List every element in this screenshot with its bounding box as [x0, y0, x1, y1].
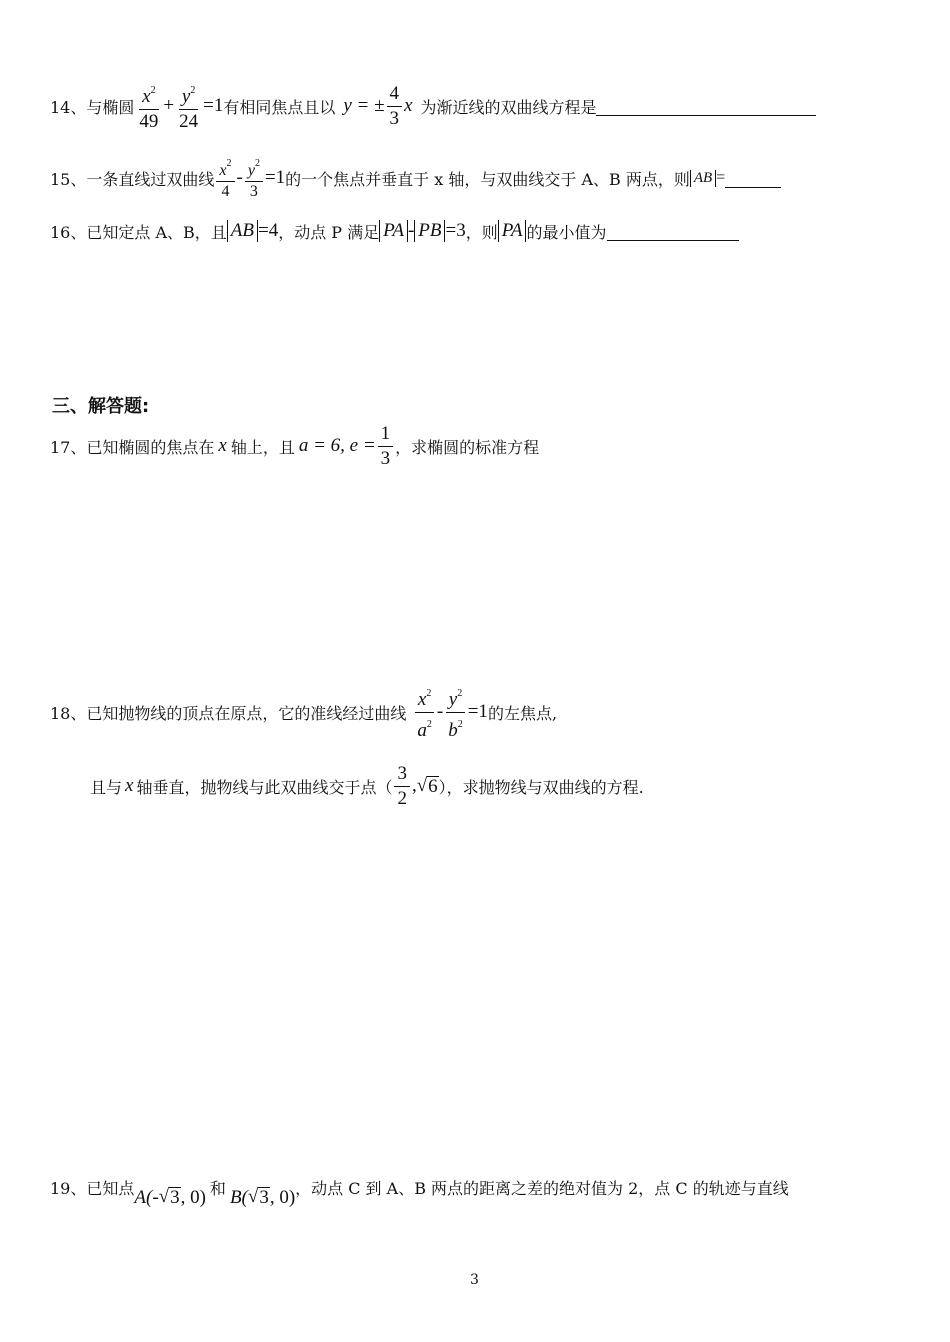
q14-asymptote-lhs: y = ± [343, 95, 385, 116]
q16-number: 16、 [50, 222, 87, 242]
question-19 [50, 1164, 789, 1210]
q16-minus: - [407, 220, 415, 241]
q18-text-1: 已知抛物线的顶点在原点，它的准线经过曲线 [86, 703, 407, 723]
q14-text-2: 有相同焦点且以 [223, 97, 336, 117]
q15-hyperbola-fraction-y: $\frac{y^2}{3}$ [245, 155, 263, 201]
q19-text-2: ，动点 C 到 A、B 两点的距离之差的绝对值为 2，点 C 的轨迹与直线 [295, 1178, 789, 1198]
question-18 [50, 682, 557, 742]
q15-minus: - [236, 167, 243, 188]
q17-text-1: 已知椭圆的焦点在 [86, 437, 215, 457]
q14-number: 14、 [50, 97, 87, 117]
q15-hyperbola-fraction-x: $\frac{x^2}{4}$ [216, 155, 234, 201]
q17-eccentricity-fraction: $\frac{1}{3}$ [378, 423, 394, 470]
q14-text-1: 与椭圆 [86, 97, 135, 117]
q15-equals-one: =1 [264, 167, 286, 188]
q16-ab-abs: AB [227, 220, 258, 242]
q16-pa2-abs: PA [498, 220, 527, 242]
q18-line2-text-1: 且与 [90, 777, 123, 797]
q16-ab-value: =4 [258, 220, 279, 241]
q16-text-3: ，则 [465, 222, 498, 242]
q18-x-var: x [125, 775, 134, 796]
q14-ellipse-fraction-y: $\frac{y^2}{24}$ [176, 80, 201, 133]
q19-number: 19、 [50, 1178, 87, 1198]
q17-text-2: 轴上，且 [230, 437, 295, 457]
q18-minus: - [436, 701, 444, 722]
q18-hyperbola-fraction-y: $\frac{y^2}{b^2}$ [445, 683, 466, 742]
page-number: 3 [470, 1272, 479, 1288]
q15-number: 15、 [50, 169, 87, 189]
question-14 [50, 76, 816, 136]
q15-ab-abs: AB [690, 170, 716, 187]
q18-text-2: 的左焦点, [487, 703, 558, 723]
q15-answer-blank[interactable] [725, 169, 781, 188]
q14-answer-blank[interactable] [596, 97, 816, 116]
q15-text-1: 一条直线过双曲线 [86, 169, 215, 189]
q18-hyperbola-fraction-x: $\frac{x^2}{a^2}$ [414, 683, 435, 742]
q14-ellipse-fraction-x: $\frac{x^2}{49}$ [136, 80, 161, 133]
q18-line2-text-2: 轴垂直，抛物线与此双曲线交于点（ [136, 777, 393, 797]
q16-value: =3 [445, 220, 466, 241]
q16-text-4: 的最小值为 [526, 222, 607, 242]
q14-asymptote-x: x [404, 95, 413, 116]
q18-line2-text-3: ），求抛物线与双曲线的方程. [438, 777, 644, 797]
q18-number: 18、 [50, 703, 87, 723]
q19-point-b: B( √ 3 , 0) [229, 1186, 296, 1208]
q15-equals: = [716, 169, 726, 186]
q16-pa-abs: PA [379, 220, 408, 242]
q16-pb-abs: PB [414, 220, 445, 242]
q17-x-var: x [218, 435, 227, 456]
q16-text-1: 已知定点 A、B，且 [86, 222, 227, 242]
q17-number: 17、 [50, 437, 87, 457]
section-heading: 三、解答题: [52, 396, 150, 417]
question-16 [50, 214, 739, 248]
q15-text-2: 的一个焦点并垂直于 x 轴，与双曲线交于 A、B 两点，则 [285, 169, 690, 189]
q19-text-1: 已知点 [86, 1178, 135, 1198]
q16-answer-blank[interactable] [607, 222, 739, 241]
q18-sqrt-six: √ 6 [416, 774, 438, 797]
question-17 [50, 418, 539, 474]
q18-comma: , [411, 775, 417, 796]
question-18-line-2 [90, 758, 644, 814]
question-15 [50, 150, 781, 206]
q19-and: 和 [209, 1178, 226, 1198]
q17-text-3: ，求椭圆的标准方程 [395, 437, 540, 457]
q14-text-3: 为渐近线的双曲线方程是 [420, 97, 597, 117]
q19-point-a: A(- √ 3 , 0) [134, 1186, 206, 1208]
q14-asymptote-fraction: $\frac{4}{3}$ [387, 83, 403, 130]
q14-plus: + [163, 95, 175, 116]
q18-equals-one: =1 [467, 701, 488, 722]
q14-equals-one: =1 [203, 95, 224, 116]
q17-condition: a = 6, e = [298, 435, 376, 456]
q18-point-fraction: $\frac{3}{2}$ [394, 763, 410, 810]
q16-text-2: ，动点 P 满足 [278, 222, 380, 242]
